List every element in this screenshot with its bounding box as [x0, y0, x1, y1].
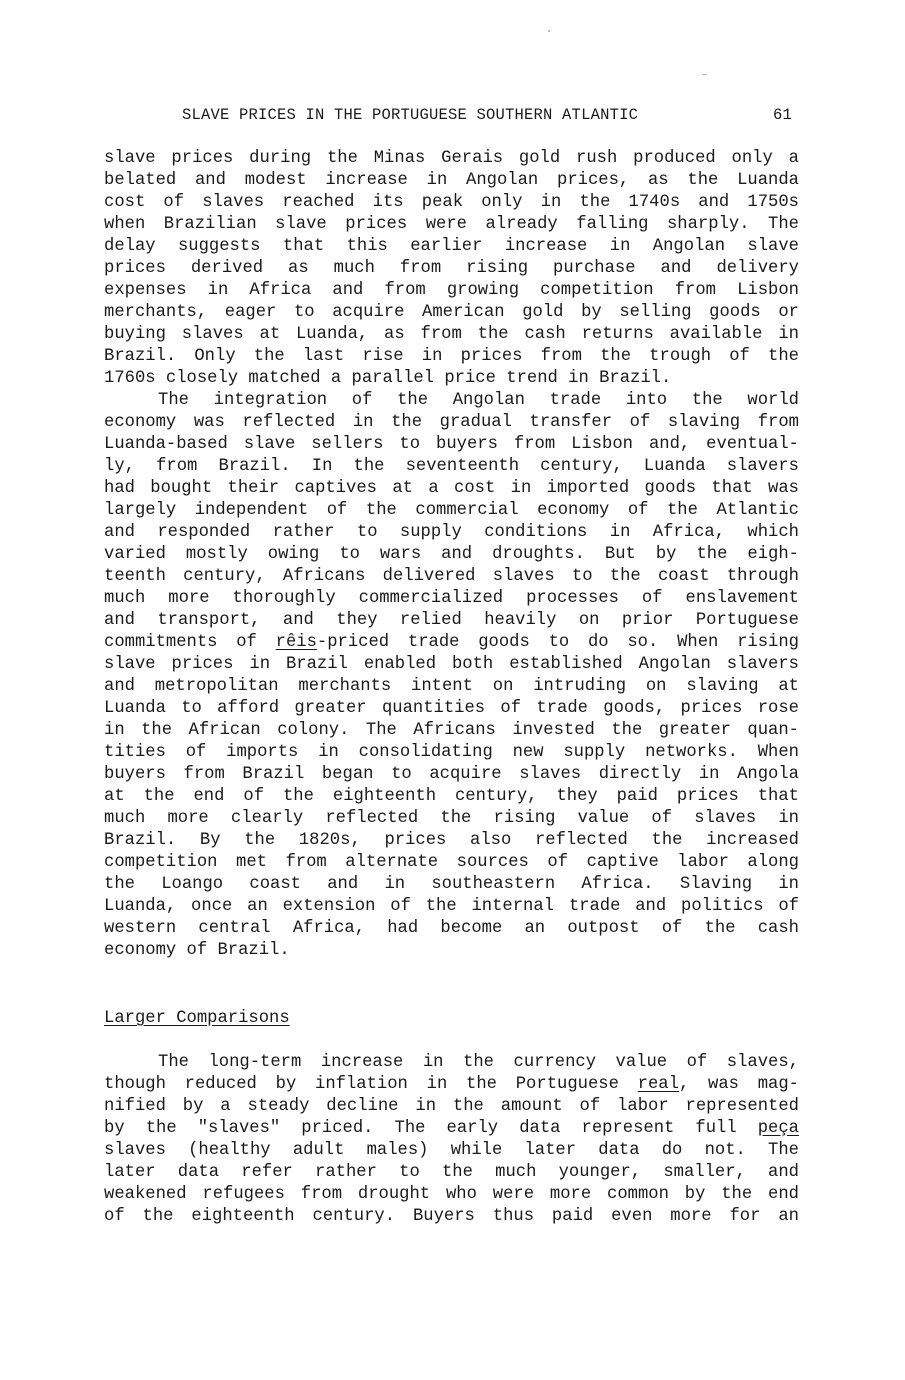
paragraph-2 — [104, 390, 799, 962]
paragraph-1 — [104, 148, 799, 390]
text-line: Luanda to afford greater quantities of trade goods, prices rose — [104, 699, 799, 718]
text-line: much more thoroughly commercialized processes of enslavement — [104, 589, 799, 608]
text-line: competition met from alternate sources of captive labor along — [104, 853, 799, 872]
text-line: slave prices in Brazil enabled both established Angolan slavers — [104, 655, 799, 674]
text-line: and metropolitan merchants intent on intruding on slaving at — [104, 677, 799, 696]
text-line: of the eighteenth century. Buyers thus paid even more for an — [104, 1207, 799, 1226]
text-line: western central Africa, had become an outpost of the cash — [104, 919, 799, 938]
page-number: 61 — [772, 106, 792, 124]
text-line: had bought their captives at a cost in imported goods that was — [104, 479, 799, 498]
text-line: merchants, eager to acquire American gold by selling goods or — [104, 303, 799, 322]
text-line: The integration of the Angolan trade into the world — [158, 391, 799, 410]
text-line: at the end of the eighteenth century, they paid prices that — [104, 787, 799, 806]
text-line: much more clearly reflected the rising value of slaves in — [104, 809, 799, 828]
text-line: varied mostly owing to wars and droughts. But by the eigh- — [104, 545, 799, 564]
text-line: the Loango coast and in southeastern Africa. Slaving in — [104, 875, 799, 894]
text-line: in the African colony. The Africans invested the greater quan- — [104, 721, 799, 740]
text-line: weakened refugees from drought who were more common by the end — [104, 1185, 799, 1204]
text-line: Luanda, once an extension of the internal trade and politics of — [104, 897, 799, 916]
text-line — [104, 632, 799, 654]
scan-speck — [702, 74, 707, 75]
text-line — [104, 1074, 799, 1096]
text-line: when Brazilian slave prices were already falling sharply. The — [104, 215, 799, 234]
text-line: Luanda-based slave sellers to buyers from Lisbon and, eventual- — [104, 435, 799, 454]
section-heading: Larger Comparisons — [104, 1009, 290, 1028]
text-line: 1760s closely matched a parallel price trend in Brazil. — [104, 369, 672, 388]
text-line: belated and modest increase in Angolan prices, as the Luanda — [104, 171, 799, 190]
text-line: and responded rather to supply conditions in Africa, which — [104, 523, 799, 542]
text-line: ly, from Brazil. In the seventeenth century, Luanda slavers — [104, 457, 799, 476]
text-fragment: though reduced by inflation in the Portuguese — [104, 1075, 638, 1094]
text-line: tities of imports in consolidating new supply networks. When — [104, 743, 799, 762]
text-line: buyers from Brazil began to acquire slaves directly in Angola — [104, 765, 799, 784]
text-line: Brazil. By the 1820s, prices also reflected the increased — [104, 831, 799, 850]
text-line: delay suggests that this earlier increase in Angolan slave — [104, 237, 799, 256]
text-line: slave prices during the Minas Gerais gold rush produced only a — [104, 149, 799, 168]
text-line: teenth century, Africans delivered slaves to the coast through — [104, 567, 799, 586]
text-line: largely independent of the commercial economy of the Atlantic — [104, 501, 799, 520]
text-line: Brazil. Only the last rise in prices from the trough of the — [104, 347, 799, 366]
text-fragment: -priced trade goods to do so. When rising — [316, 633, 799, 652]
text-line: The long-term increase in the currency value of slaves, — [158, 1053, 799, 1072]
text-line: and transport, and they relied heavily on prior Portuguese — [104, 611, 799, 630]
text-line: cost of slaves reached its peak only in the 1740s and 1750s — [104, 193, 799, 212]
underlined-term: rêis — [275, 633, 317, 652]
text-fragment: commitments of — [104, 633, 276, 652]
text-line: economy of Brazil. — [104, 941, 290, 960]
text-line — [104, 1118, 799, 1140]
underlined-term: peça — [757, 1119, 799, 1138]
scan-speck — [548, 30, 550, 32]
running-head-title: SLAVE PRICES IN THE PORTUGUESE SOUTHERN ATLANTIC — [182, 106, 639, 124]
text-line: later data refer rather to the much younger, smaller, and — [104, 1163, 799, 1182]
underlined-term: real — [637, 1075, 679, 1094]
text-line: buying slaves at Luanda, as from the cash returns available in — [104, 325, 799, 344]
text-line: economy was reflected in the gradual transfer of slaving from — [104, 413, 799, 432]
text-line: nified by a steady decline in the amount of labor represented — [104, 1097, 799, 1116]
text-line: prices derived as much from rising purchase and delivery — [104, 259, 799, 278]
paragraph-3 — [104, 1052, 799, 1228]
running-head — [182, 104, 792, 126]
text-line: slaves (healthy adult males) while later data do not. The — [104, 1141, 799, 1160]
text-fragment: , was mag- — [678, 1075, 799, 1094]
text-fragment: by the "slaves" priced. The early data represent full — [104, 1119, 758, 1138]
text-line: expenses in Africa and from growing competition from Lisbon — [104, 281, 799, 300]
